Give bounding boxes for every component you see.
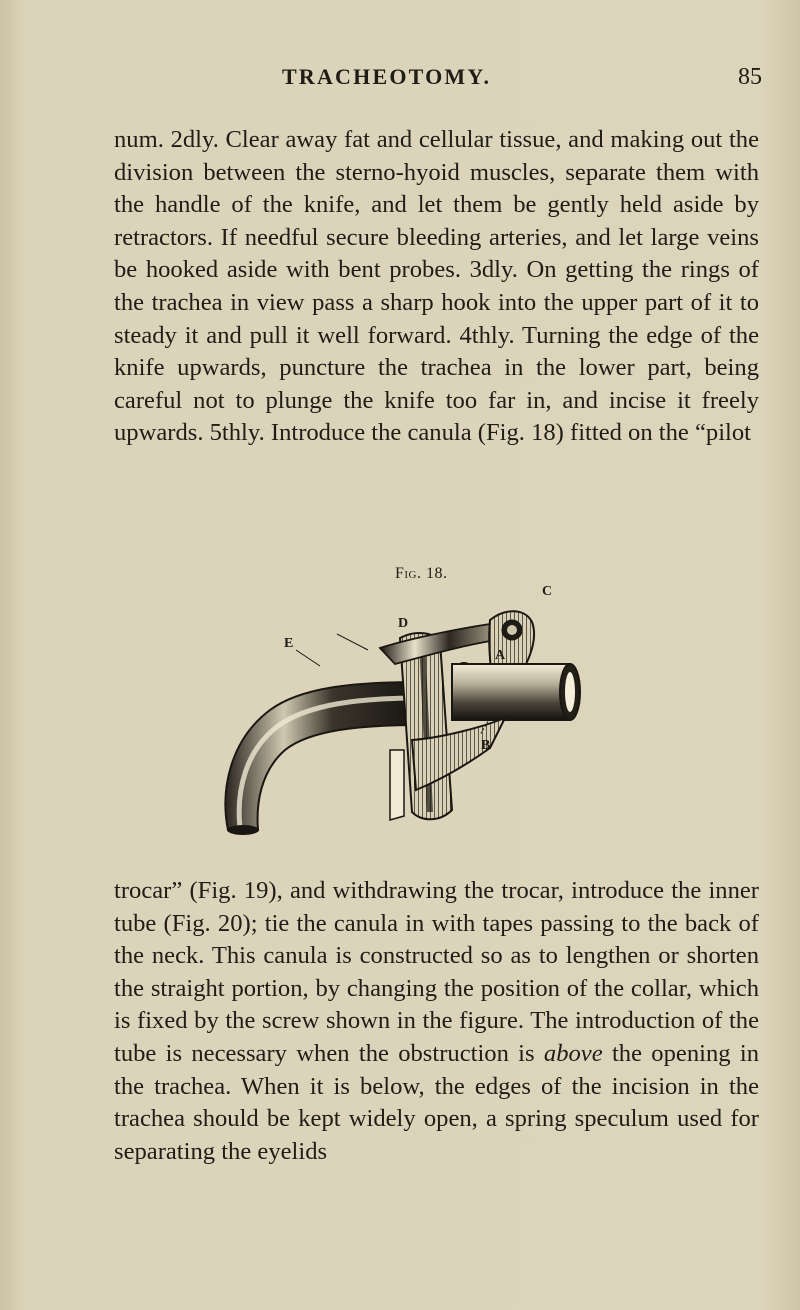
tube-end-bore bbox=[565, 672, 575, 712]
figure-label-c: C bbox=[542, 584, 553, 599]
screw-center bbox=[507, 625, 517, 635]
page-header bbox=[0, 62, 800, 92]
paragraph-2-text-a: trocar” (Fig. 19), and withdrawing the trocar, introduce the inner tube (Fig. 20); tie the canula in with tapes passing to the back of the neck. This canula is constructed so as to lengthen or shorten the straight portion, by changing the position of the collar, which is fixed by the screw shown in the figure. The introduction of the tube is necessary when the obstruction is bbox=[114, 877, 759, 1067]
paragraph-2-emphasis: above bbox=[543, 1039, 603, 1067]
running-title: TRACHEOTOMY. bbox=[282, 64, 492, 89]
figure-label-b: B bbox=[481, 738, 491, 753]
figure-label-d: D bbox=[398, 616, 409, 631]
tube-opening bbox=[227, 825, 259, 835]
lower-stem bbox=[390, 750, 404, 820]
paragraph-2-text-b: the opening in the trachea. When it is below, the edges of the incision in the trachea should be kept widely open, a spring speculum used for separating the eyelids bbox=[114, 1039, 759, 1165]
figure-caption bbox=[395, 565, 448, 583]
straight-tube bbox=[452, 664, 570, 720]
figure-caption-text: Fig. 18. bbox=[395, 565, 448, 582]
paragraph-2 bbox=[114, 875, 759, 1168]
figure-label-e: E bbox=[284, 636, 294, 651]
paragraph-1: num. 2dly. Clear away fat and cellular tissue, and making out the division between the sterno-hyoid muscles, separate them with the handle of the knife, and let them be gently held aside by retractors. If needful secure bleeding arteries, and let large veins be hooked aside with bent probes. 3dly. On getting the rings of the trachea in view pass a sharp hook into the upper part of it to steady it and pull it well forward. 4thly. Turning the edge of the knife upwards, puncture the trachea in the lower part, being careful not to plunge the knife too far in, and incise it freely upwards. 5thly. Introduce the canula (Fig. 18) fitted on the “pilot bbox=[114, 126, 759, 447]
canula-illustration bbox=[190, 584, 610, 840]
page-number: 85 bbox=[738, 64, 762, 90]
figure-label-a: A bbox=[495, 648, 506, 663]
